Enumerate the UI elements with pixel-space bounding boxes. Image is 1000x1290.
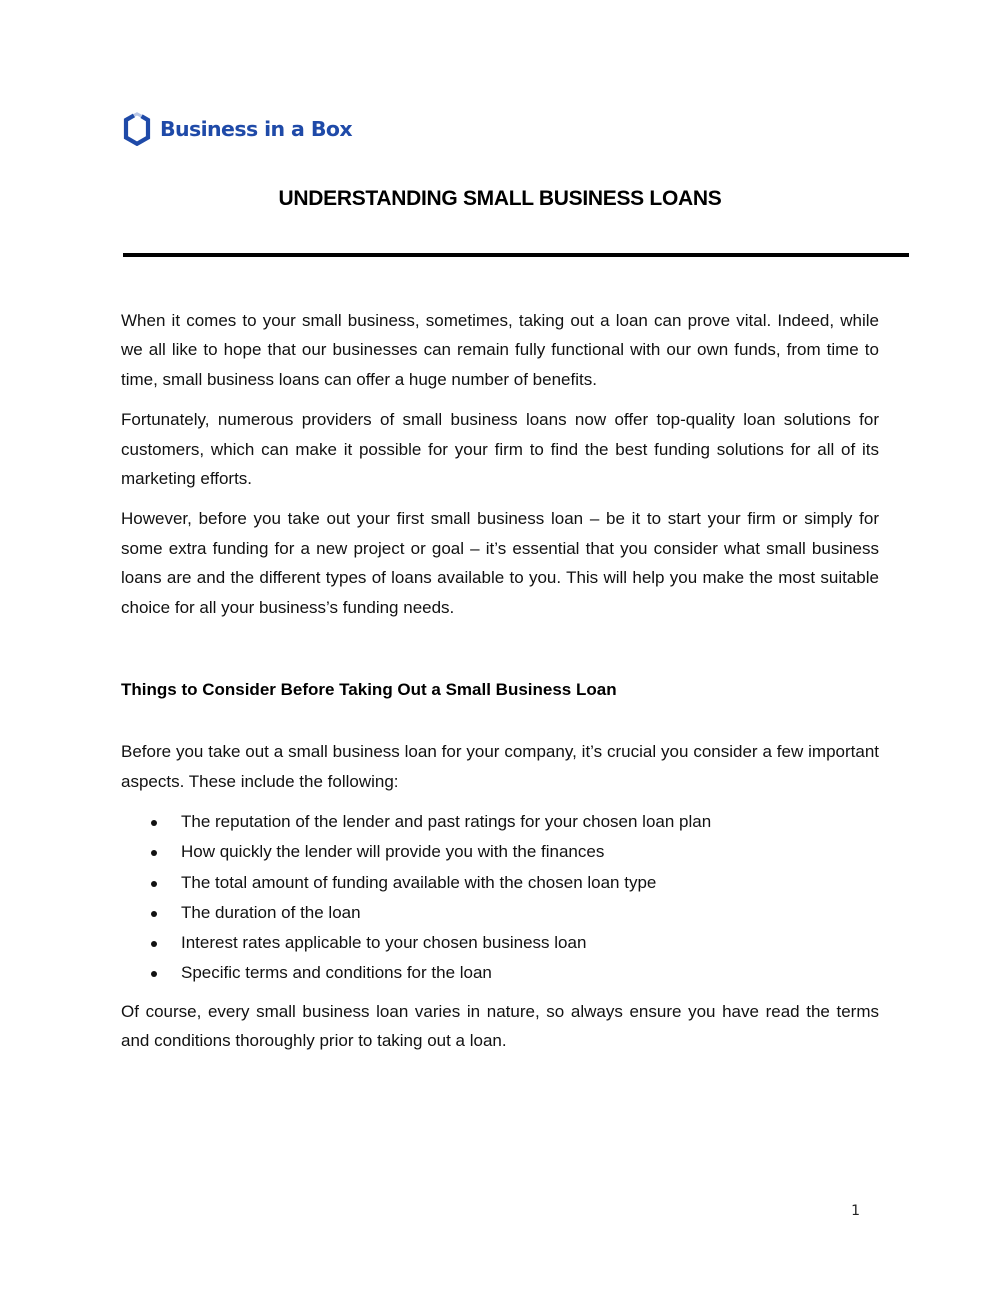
paragraph-before-loan: However, before you take out your first small business loan – be it to start your firm or simply for some extra funding for a new project or goal – it’s essential that you consider what small business loans are and the different types of loans available to you. This will help you make the most suitable choice for all your business’s funding needs. [121,509,879,617]
list-item: How quickly the lender will provide you with the finances [121,837,879,867]
bullet-icon [151,971,157,977]
bullet-icon [151,941,157,947]
list-item: Interest rates applicable to your chosen business loan [121,928,879,958]
document-title: UNDERSTANDING SMALL BUSINESS LOANS [278,187,722,210]
brand-logo [122,112,352,146]
title-divider [123,253,909,257]
paragraph-intro: When it comes to your small business, sometimes, taking out a loan can prove vital. Indeed, while we all like to hope that our businesses can remain fully functional with our own funds, from time to time, small business loans can offer a huge number of benefits. [121,311,879,389]
page-number: 1 [851,1203,860,1219]
brand-name: Business in a Box [160,117,352,141]
bullet-icon [151,850,157,856]
considerations-list [121,807,879,988]
bullet-icon [151,881,157,887]
section-heading: Things to Consider Before Taking Out a Small Business Loan [121,680,617,700]
paragraph-providers: Fortunately, numerous providers of small business loans now offer top-quality loan solutions for customers, which can make it possible for your firm to find the best funding solutions for all of its marketing efforts. [121,410,879,489]
section-intro: Before you take out a small business loan for your company, it’s crucial you consider a few important aspects. These include the following: [121,742,879,791]
hexagon-logo-icon [122,112,152,146]
list-item: The total amount of funding available with the chosen loan type [121,868,879,898]
document-body [121,306,879,1066]
bullet-icon [151,820,157,826]
paragraph-closing: Of course, every small business loan varies in nature, so always ensure you have read the terms and conditions thoroughly prior to taking out a loan. [121,1001,879,1050]
list-item: The duration of the loan [121,898,879,928]
list-item: Specific terms and conditions for the loan [121,958,879,988]
bullet-icon [151,911,157,917]
list-item: The reputation of the lender and past ratings for your chosen loan plan [121,807,879,837]
